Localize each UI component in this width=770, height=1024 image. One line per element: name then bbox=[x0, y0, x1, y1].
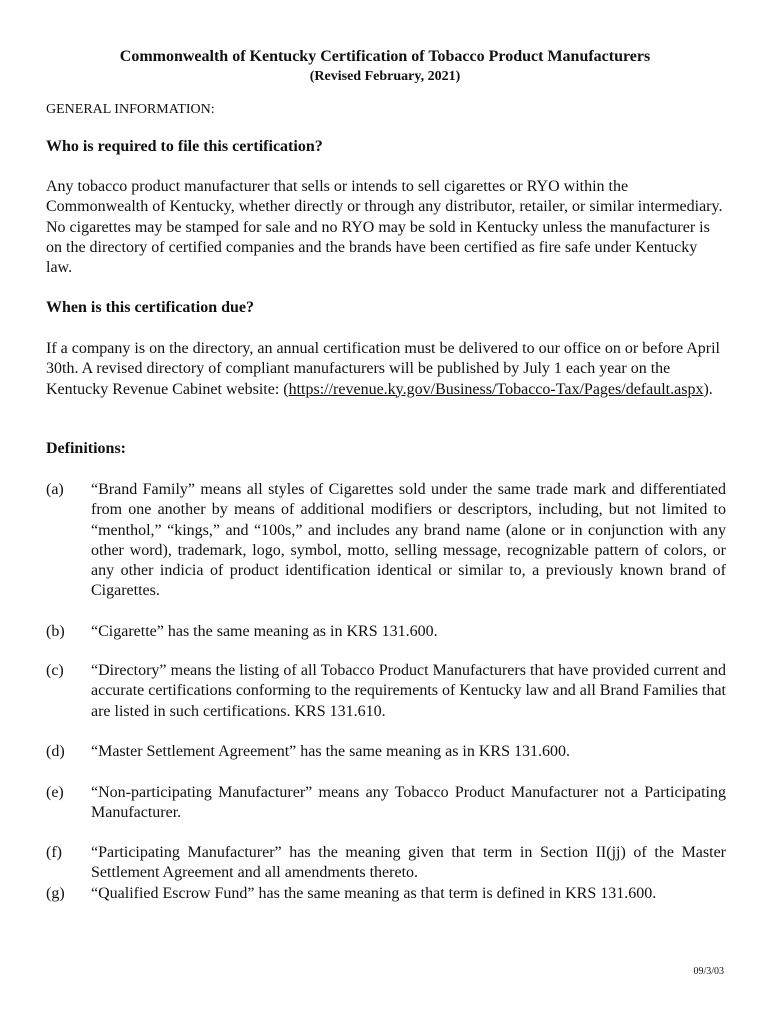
definition-item bbox=[46, 742, 726, 762]
due-date-body-end: ). bbox=[703, 380, 713, 398]
document-subtitle: (Revised February, 2021) bbox=[309, 69, 461, 84]
revenue-website-link[interactable]: https://revenue.ky.gov/Business/Tobacco-Tax/Pages/default.aspx bbox=[288, 380, 704, 398]
definition-text: “Qualified Escrow Fund” has the same meaning as that term is defined in KRS 131.600. bbox=[91, 885, 657, 902]
definition-item bbox=[46, 884, 726, 904]
definition-text: “Participating Manufacturer” has the meaning given that term in Section II(jj) of the Master Settlement Agreement and all amendments thereto. bbox=[91, 844, 726, 882]
general-information-label: GENERAL INFORMATION: bbox=[46, 102, 215, 117]
definition-item bbox=[46, 843, 726, 884]
definition-letter: (f) bbox=[46, 844, 62, 861]
who-files-body: Any tobacco product manufacturer that sells or intends to sell cigarettes or RYO within the Commonwealth of Kentucky, whether directly or through any distributor, retailer, or similar intermediary. No cigarettes may be stamped for sale and no RYO may be sold in Kentucky unless the manufacturer is on the directory of certified companies and the brands have been certified as fire safe under Kentucky law. bbox=[46, 178, 723, 277]
definition-item bbox=[46, 622, 726, 642]
definition-item bbox=[46, 661, 726, 722]
definition-letter: (e) bbox=[46, 784, 64, 801]
definition-text: “Cigarette” has the same meaning as in KRS 131.600. bbox=[91, 623, 438, 640]
definition-letter: (d) bbox=[46, 743, 65, 760]
definitions-heading: Definitions: bbox=[46, 440, 126, 457]
definition-text: “Brand Family” means all styles of Cigarettes sold under the same trade mark and differentiated from one another by means of additional modifiers or descriptors, including, but not limited to “menthol,” “kings,” and “100s,” and includes any brand name (alone or in conjunction with any other word), trademark, logo, symbol, motto, selling message, recognizable pattern of colors, or any other indicia of product identification identical or similar to, a previously known brand of Cigarettes. bbox=[91, 481, 726, 600]
definition-text: “Master Settlement Agreement” has the same meaning as in KRS 131.600. bbox=[91, 743, 570, 760]
who-files-heading: Who is required to file this certification? bbox=[46, 138, 323, 155]
definition-letter: (c) bbox=[46, 662, 64, 679]
definition-item bbox=[46, 480, 726, 602]
definition-letter: (a) bbox=[46, 481, 64, 498]
footer-date-code: 09/3/03 bbox=[693, 966, 724, 977]
definition-item bbox=[46, 783, 726, 824]
definition-text: “Non-participating Manufacturer” means any Tobacco Product Manufacturer not a Participating Manufacturer. bbox=[91, 784, 726, 822]
definition-letter: (b) bbox=[46, 623, 65, 640]
document-title: Commonwealth of Kentucky Certification of Tobacco Product Manufacturers bbox=[119, 48, 651, 65]
due-date-heading: When is this certification due? bbox=[46, 299, 254, 316]
due-date-body-text: If a company is on the directory, an annual certification must be delivered to our office on or before April 30th. A revised directory of compliant manufacturers will be published by July 1 each year on the Kentucky Revenue Cabinet website: ( bbox=[46, 340, 720, 398]
definition-text: “Directory” means the listing of all Tobacco Product Manufacturers that have provided current and accurate certifications conforming to the requirements of Kentucky law and all Brand Families that are listed in such certifications. KRS 131.610. bbox=[91, 662, 726, 720]
definition-letter: (g) bbox=[46, 885, 65, 902]
due-date-body bbox=[46, 339, 726, 400]
